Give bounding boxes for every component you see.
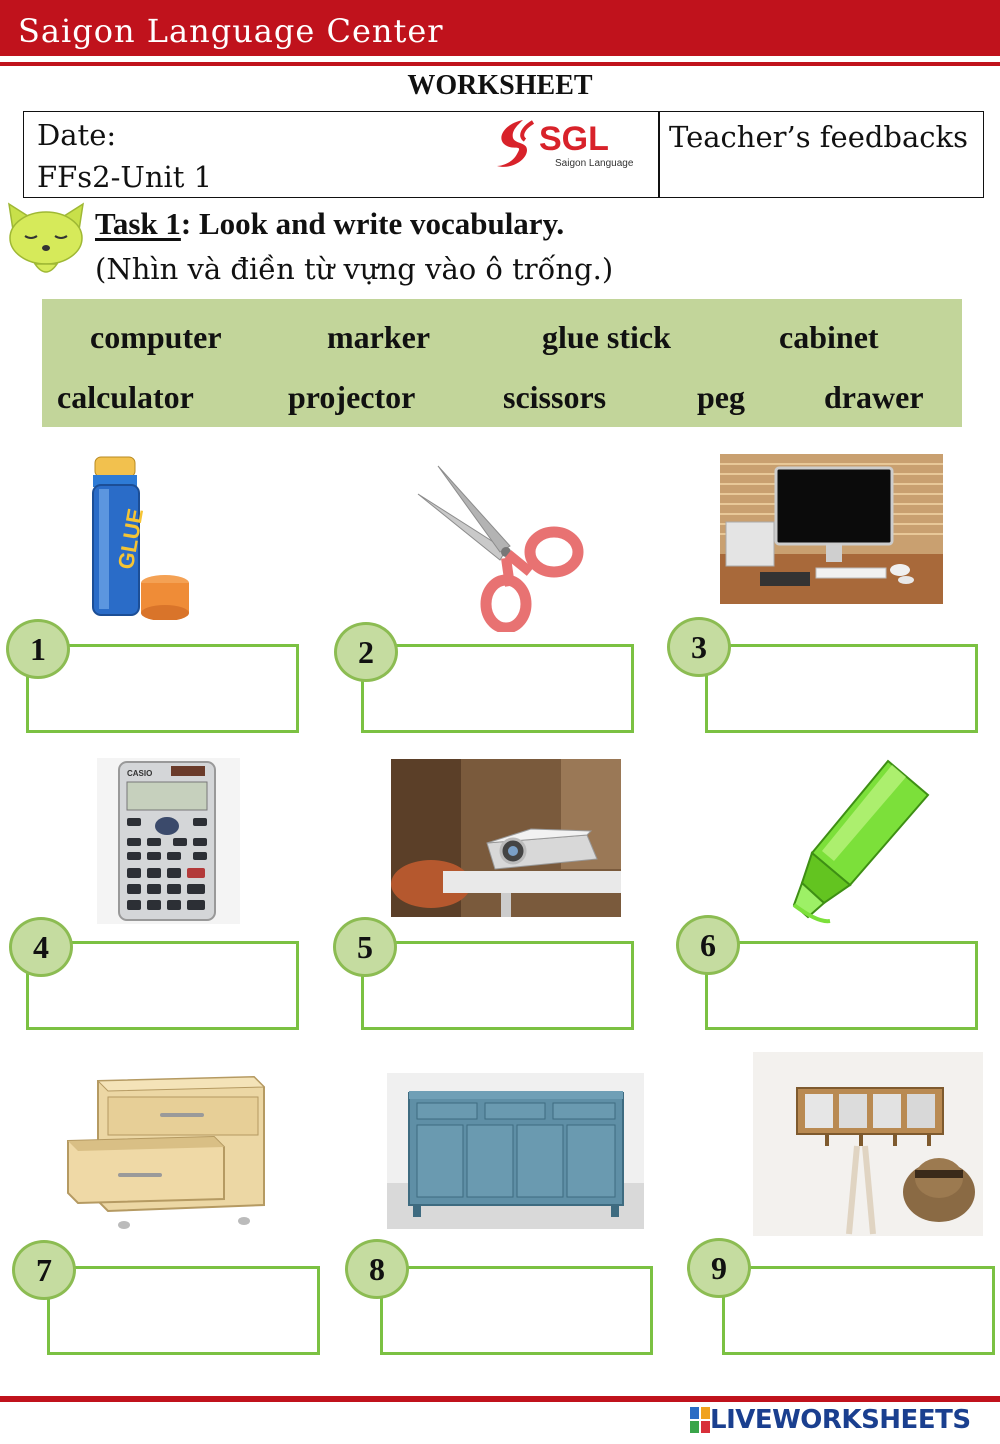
word-bank-item: marker	[327, 319, 431, 355]
number-badge-4: 4	[9, 917, 73, 977]
unit-label: FFs2-Unit 1	[37, 160, 213, 194]
header-divider	[0, 62, 1000, 66]
cabinet-picture	[387, 1073, 644, 1229]
word-bank	[42, 299, 962, 427]
task-number: Task 1	[95, 206, 181, 241]
liveworksheets-brand: LIVEWORKSHEETS	[710, 1405, 971, 1435]
number-badge-8: 8	[345, 1239, 409, 1299]
drawer-picture	[64, 1075, 269, 1240]
task-subtitle: (Nhìn và điền từ vựng vào ô trống.)	[95, 252, 614, 286]
glue-stick-picture	[85, 455, 195, 620]
cat-mascot-icon	[3, 200, 89, 280]
word-bank-item: glue stick	[542, 319, 671, 355]
glue-label: GLUE	[112, 506, 149, 572]
worksheet-title: WORKSHEET	[407, 70, 593, 101]
word-bank-item: peg	[697, 379, 745, 415]
answer-box-7[interactable]	[47, 1266, 320, 1355]
calculator-brand: CASIO	[127, 769, 153, 778]
number-badge-3: 3	[667, 617, 731, 677]
answer-box-8[interactable]	[380, 1266, 653, 1355]
logo-brand: SGL	[539, 120, 609, 158]
logo-tagline: Saigon Language	[555, 158, 634, 169]
teacher-feedback-label: Teacher’s feedbacks	[669, 120, 968, 154]
calculator-picture	[97, 758, 240, 924]
date-label: Date:	[37, 118, 117, 152]
answer-box-5[interactable]	[361, 941, 634, 1030]
number-badge-7: 7	[12, 1240, 76, 1300]
projector-picture	[391, 759, 621, 917]
sgl-logo	[493, 114, 648, 174]
task-title	[95, 206, 564, 242]
scissors-picture	[410, 462, 585, 632]
number-badge-1: 1	[6, 619, 70, 679]
answer-box-9[interactable]	[722, 1266, 995, 1355]
answer-box-3[interactable]	[705, 644, 978, 733]
task-title-rest: : Look and write vocabulary.	[180, 206, 565, 241]
peg-picture	[753, 1052, 983, 1236]
number-badge-9: 9	[687, 1238, 751, 1298]
computer-picture	[720, 454, 943, 604]
answer-box-6[interactable]	[705, 941, 978, 1030]
marker-picture	[788, 755, 933, 927]
word-bank-item: computer	[90, 319, 222, 355]
number-badge-5: 5	[333, 917, 397, 977]
center-name: Saigon Language Center	[18, 12, 444, 50]
number-badge-2: 2	[334, 622, 398, 682]
word-bank-item: drawer	[824, 379, 924, 415]
liveworksheets-icon	[690, 1407, 710, 1433]
word-bank-item: scissors	[503, 379, 607, 415]
word-bank-item: projector	[288, 379, 416, 415]
word-bank-item: cabinet	[779, 319, 879, 355]
liveworksheets-logo	[690, 1402, 971, 1438]
number-badge-6: 6	[676, 915, 740, 975]
word-bank-item: calculator	[57, 379, 194, 415]
answer-box-2[interactable]	[361, 644, 634, 733]
